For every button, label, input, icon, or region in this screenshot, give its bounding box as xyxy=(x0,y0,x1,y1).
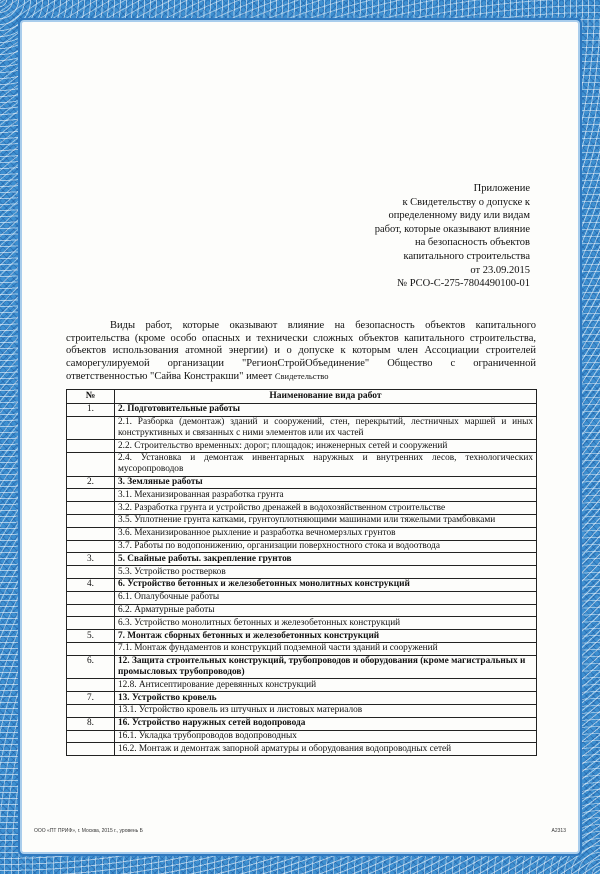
table-row xyxy=(67,452,537,476)
form-number: А2313 xyxy=(551,828,566,834)
table-row xyxy=(67,642,537,655)
header-line: капитального строительства xyxy=(403,250,530,262)
table-header-row xyxy=(67,390,537,404)
work-type-name: 5.3. Устройство ростверков xyxy=(115,566,537,579)
table-row xyxy=(67,591,537,604)
row-number xyxy=(67,502,115,515)
table-row-section xyxy=(67,717,537,730)
work-type-name: 2.2. Строительство временных: дорог; площадок; инженерных сетей и сооружений xyxy=(115,440,537,453)
table-row xyxy=(67,704,537,717)
row-number xyxy=(67,704,115,717)
header-line: работ, которые оказывают влияние xyxy=(374,223,530,235)
table-row xyxy=(67,440,537,453)
work-type-name: 3.6. Механизированное рыхление и разработка вечномерзлых грунтов xyxy=(115,527,537,540)
works-table xyxy=(66,389,537,756)
table-row-section xyxy=(67,553,537,566)
table-row xyxy=(67,514,537,527)
table-row xyxy=(67,743,537,756)
table-row xyxy=(67,617,537,630)
row-number xyxy=(67,604,115,617)
row-number: 2. xyxy=(67,476,115,489)
work-type-name: 16.1. Укладка трубопроводов водопроводных xyxy=(115,730,537,743)
work-section-name: 16. Устройство наружных сетей водопровода xyxy=(115,717,537,730)
table-row xyxy=(67,540,537,553)
row-number: 1. xyxy=(67,403,115,416)
row-number xyxy=(67,743,115,756)
table-row xyxy=(67,489,537,502)
work-type-name: 3.7. Работы по водопонижению, организации поверхностного стока и водоотвода xyxy=(115,540,537,553)
row-number xyxy=(67,527,115,540)
table-row xyxy=(67,679,537,692)
work-type-name: 12.8. Антисептирование деревянных конструкций xyxy=(115,679,537,692)
work-section-name: 7. Монтаж сборных бетонных и железобетонных конструкций xyxy=(115,630,537,643)
row-number: 5. xyxy=(67,630,115,643)
table-row xyxy=(67,527,537,540)
work-section-name: 2. Подготовительные работы xyxy=(115,403,537,416)
table-row-section xyxy=(67,403,537,416)
header-line: на безопасность объектов xyxy=(414,237,530,249)
appendix-header xyxy=(310,182,530,291)
row-number xyxy=(67,679,115,692)
work-type-name: 7.1. Монтаж фундаментов и конструкций подземной части зданий и сооружений xyxy=(115,642,537,655)
intro-paragraph xyxy=(66,320,536,384)
work-section-name: 5. Свайные работы. закрепление грунтов xyxy=(115,553,537,566)
header-date: от 23.09.2015 xyxy=(470,264,530,276)
table-row xyxy=(67,730,537,743)
table-row-section xyxy=(67,655,537,679)
intro-text: Виды работ, которые оказывают влияние на безопасность объектов капитального строительства (кроме особо опасных и технически сложных объектов капитального строительства, объектов использования атомной энергии) и о допуске к которым член Ассоциации строителей саморегулируемой организации "РегионСтройОбъединение" Общество с ограниченной ответственностью "Сайва Констракши" имеет xyxy=(66,320,536,383)
work-section-name: 6. Устройство бетонных и железобетонных монолитных конструкций xyxy=(115,578,537,591)
work-section-name: 12. Защита строительных конструкций, трубопроводов и оборудования (кроме магистральных и промысловых трубопроводов) xyxy=(115,655,537,679)
table-row xyxy=(67,566,537,579)
table-row-section xyxy=(67,692,537,705)
column-header-number: № xyxy=(67,390,115,404)
table-row-section xyxy=(67,578,537,591)
header-line: к Свидетельству о допуске к xyxy=(402,196,530,208)
row-number: 7. xyxy=(67,692,115,705)
row-number: 3. xyxy=(67,553,115,566)
work-type-name: 3.1. Механизированная разработка грунта xyxy=(115,489,537,502)
intro-tail: Свидетельство xyxy=(274,371,329,382)
work-section-name: 3. Земляные работы xyxy=(115,476,537,489)
row-number: 8. xyxy=(67,717,115,730)
row-number: 4. xyxy=(67,578,115,591)
printer-imprint: ООО «ПТ ПРИФ», г. Москва, 2015 г., уровень Б xyxy=(34,828,143,834)
work-type-name: 6.3. Устройство монолитных бетонных и железобетонных конструкций xyxy=(115,617,537,630)
work-type-name: 3.5. Уплотнение грунта катками, грунтоуплотняющими машинами или тяжелыми трамбовками xyxy=(115,514,537,527)
work-type-name: 16.2. Монтаж и демонтаж запорной арматуры и оборудования водопроводных сетей xyxy=(115,743,537,756)
row-number: 6. xyxy=(67,655,115,679)
row-number xyxy=(67,452,115,476)
row-number xyxy=(67,416,115,440)
table-row xyxy=(67,604,537,617)
row-number xyxy=(67,730,115,743)
work-type-name: 6.2. Арматурные работы xyxy=(115,604,537,617)
work-type-name: 2.4. Установка и демонтаж инвентарных наружных и внутренних лесов, технологических мусоропроводов xyxy=(115,452,537,476)
work-type-name: 2.1. Разборка (демонтаж) зданий и сооружений, стен, перекрытий, лестничных маршей и иных конструктивных и связанных с ними элементов или их частей xyxy=(115,416,537,440)
header-line: определенному виду или видам xyxy=(388,210,530,222)
row-number xyxy=(67,489,115,502)
header-line: Приложение xyxy=(473,183,530,194)
works-table-body xyxy=(67,403,537,755)
table-row xyxy=(67,416,537,440)
table-row-section xyxy=(67,476,537,489)
work-section-name: 13. Устройство кровель xyxy=(115,692,537,705)
row-number xyxy=(67,617,115,630)
work-type-name: 3.2. Разработка грунта и устройство дренажей в водохозяйственном строительстве xyxy=(115,502,537,515)
table-row-section xyxy=(67,630,537,643)
row-number xyxy=(67,514,115,527)
row-number xyxy=(67,642,115,655)
work-type-name: 6.1. Опалубочные работы xyxy=(115,591,537,604)
row-number xyxy=(67,591,115,604)
table-row xyxy=(67,502,537,515)
column-header-name: Наименование вида работ xyxy=(115,390,537,404)
row-number xyxy=(67,540,115,553)
row-number xyxy=(67,440,115,453)
header-certificate-number: № РСО-С-275-7804490100-01 xyxy=(397,278,530,290)
row-number xyxy=(67,566,115,579)
work-type-name: 13.1. Устройство кровель из штучных и листовых материалов xyxy=(115,704,537,717)
